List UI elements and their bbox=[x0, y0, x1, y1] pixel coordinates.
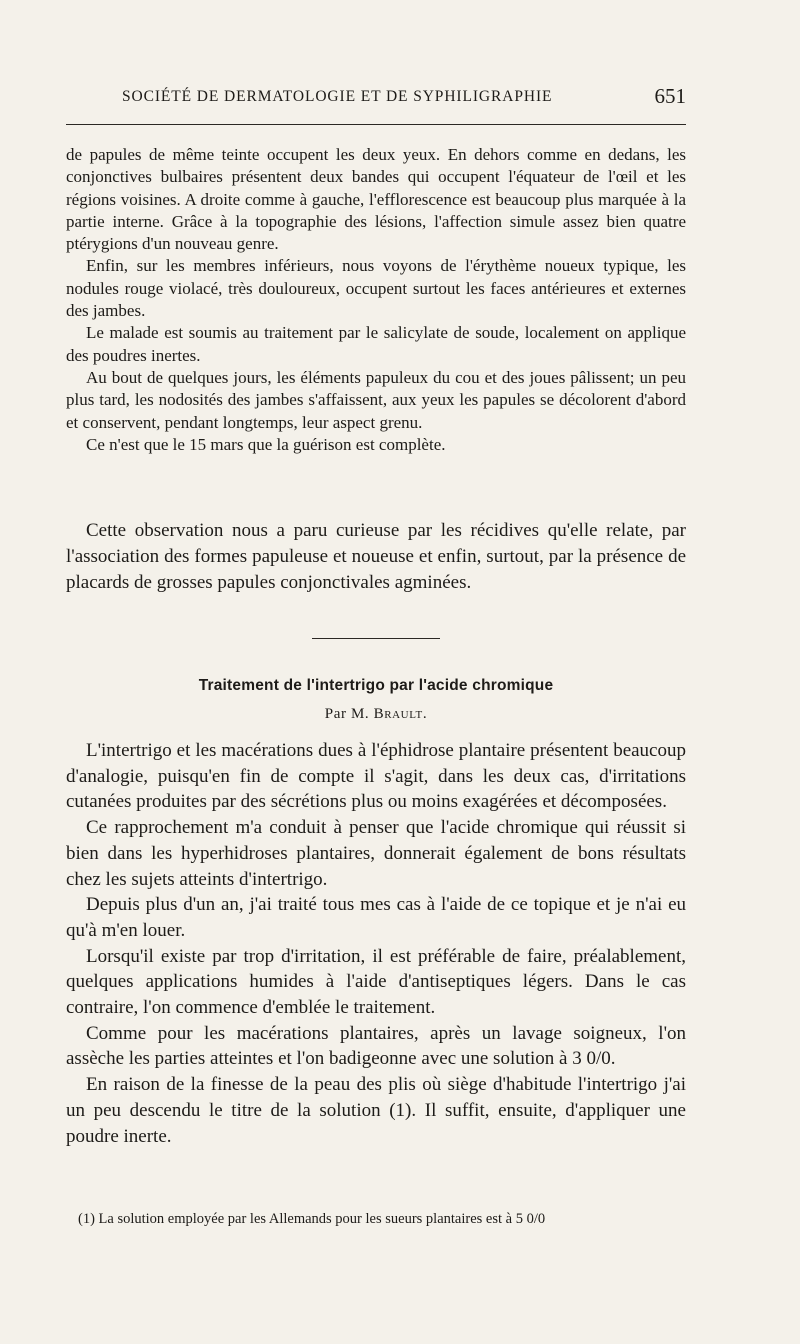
body-text-part1 bbox=[66, 144, 686, 456]
paragraph: Comme pour les macérations plantaires, après un lavage soigneux, l'on assèche les parties atteintes et l'on badigeonne avec une solution à 3 0/0. bbox=[66, 1022, 686, 1070]
section-separator bbox=[312, 638, 440, 639]
footnote: (1) La solution employée par les Allemands pour les sueurs plantaires est à 5 0/0 bbox=[78, 1211, 546, 1227]
paragraph: En raison de la finesse de la peau des plis où siège d'habitude l'intertrigo j'ai un peu descendu le titre de la solution (1). Il suffit, ensuite, d'appliquer une poudre inerte. bbox=[66, 1074, 686, 1147]
running-head bbox=[66, 84, 686, 114]
paragraph: Cette observation nous a paru curieuse par les récidives qu'elle relate, par l'association des formes papuleuse et noueuse et enfin, surtout, par la présence de placards de grosses papules conjonctivales agminées. bbox=[66, 520, 686, 593]
section-title: Traitement de l'intertrigo par l'acide chromique bbox=[198, 677, 554, 694]
paragraph: Ce rapprochement m'a conduit à penser que l'acide chromique qui réussit si bien dans les hyperhidroses plantaires, donnerait également de bons résultats chez les sujets atteints d'intertrigo. bbox=[66, 817, 686, 890]
author-name: Brault. bbox=[373, 706, 428, 722]
paragraph: Enfin, sur les membres inférieurs, nous voyons de l'érythème noueux typique, les nodules rouge violacé, très douloureux, occupent surtout les faces antérieures et externes des jambes. bbox=[66, 256, 686, 321]
paragraph: Au bout de quelques jours, les éléments papuleux du cou et des joues pâlissent; un peu plus tard, les nodosités des jambes s'affaissent, aux yeux les papules se décolorent d'abord et conservent, pendant longtemps, leur aspect grenu. bbox=[66, 367, 686, 432]
paragraph: Lorsqu'il existe par trop d'irritation, il est préférable de faire, préalablement, quelques applications humides à l'aide d'antiseptiques légers. Dans le cas contraire, l'on commence d'emblée le traitement. bbox=[66, 945, 686, 1019]
paragraph: L'intertrigo et les macérations dues à l'éphidrose plantaire présentent beaucoup d'analogie, puisqu'en fin de compte il s'agit, dans les deux cas, d'irritations cutanées produites par des sécrétions plus ou moins exagérées et décomposées. bbox=[66, 740, 686, 813]
header-rule bbox=[66, 124, 686, 125]
paragraph: Ce n'est que le 15 mars que la guérison est complète. bbox=[86, 434, 446, 454]
body-text-part2 bbox=[66, 518, 686, 596]
section-author bbox=[66, 706, 686, 723]
running-title: SOCIÉTÉ DE DERMATOLOGIE ET DE SYPHILIGRAPHIE bbox=[122, 88, 553, 105]
paragraph: de papules de même teinte occupent les deux yeux. En dehors comme en dedans, les conjonctives bulbaires présentent deux bandes qui occupent l'équateur de l'œil et les régions voisines. A droite comme à gauche, l'efflorescence est beaucoup plus marquée à la partie interne. Grâce à la topographie des lésions, l'affection simule assez bien quatre ptérygions d'un nouveau genre. bbox=[66, 145, 686, 254]
paragraph: Le malade est soumis au traitement par le salicylate de soude, localement on applique des poudres inertes. bbox=[66, 323, 686, 365]
page-number: 651 bbox=[654, 84, 686, 108]
paragraph: Depuis plus d'un an, j'ai traité tous mes cas à l'aide de ce topique et je n'ai eu qu'à m'en louer. bbox=[66, 894, 686, 941]
body-text-part3 bbox=[66, 738, 686, 1149]
author-prefix: Par M. bbox=[324, 706, 370, 722]
